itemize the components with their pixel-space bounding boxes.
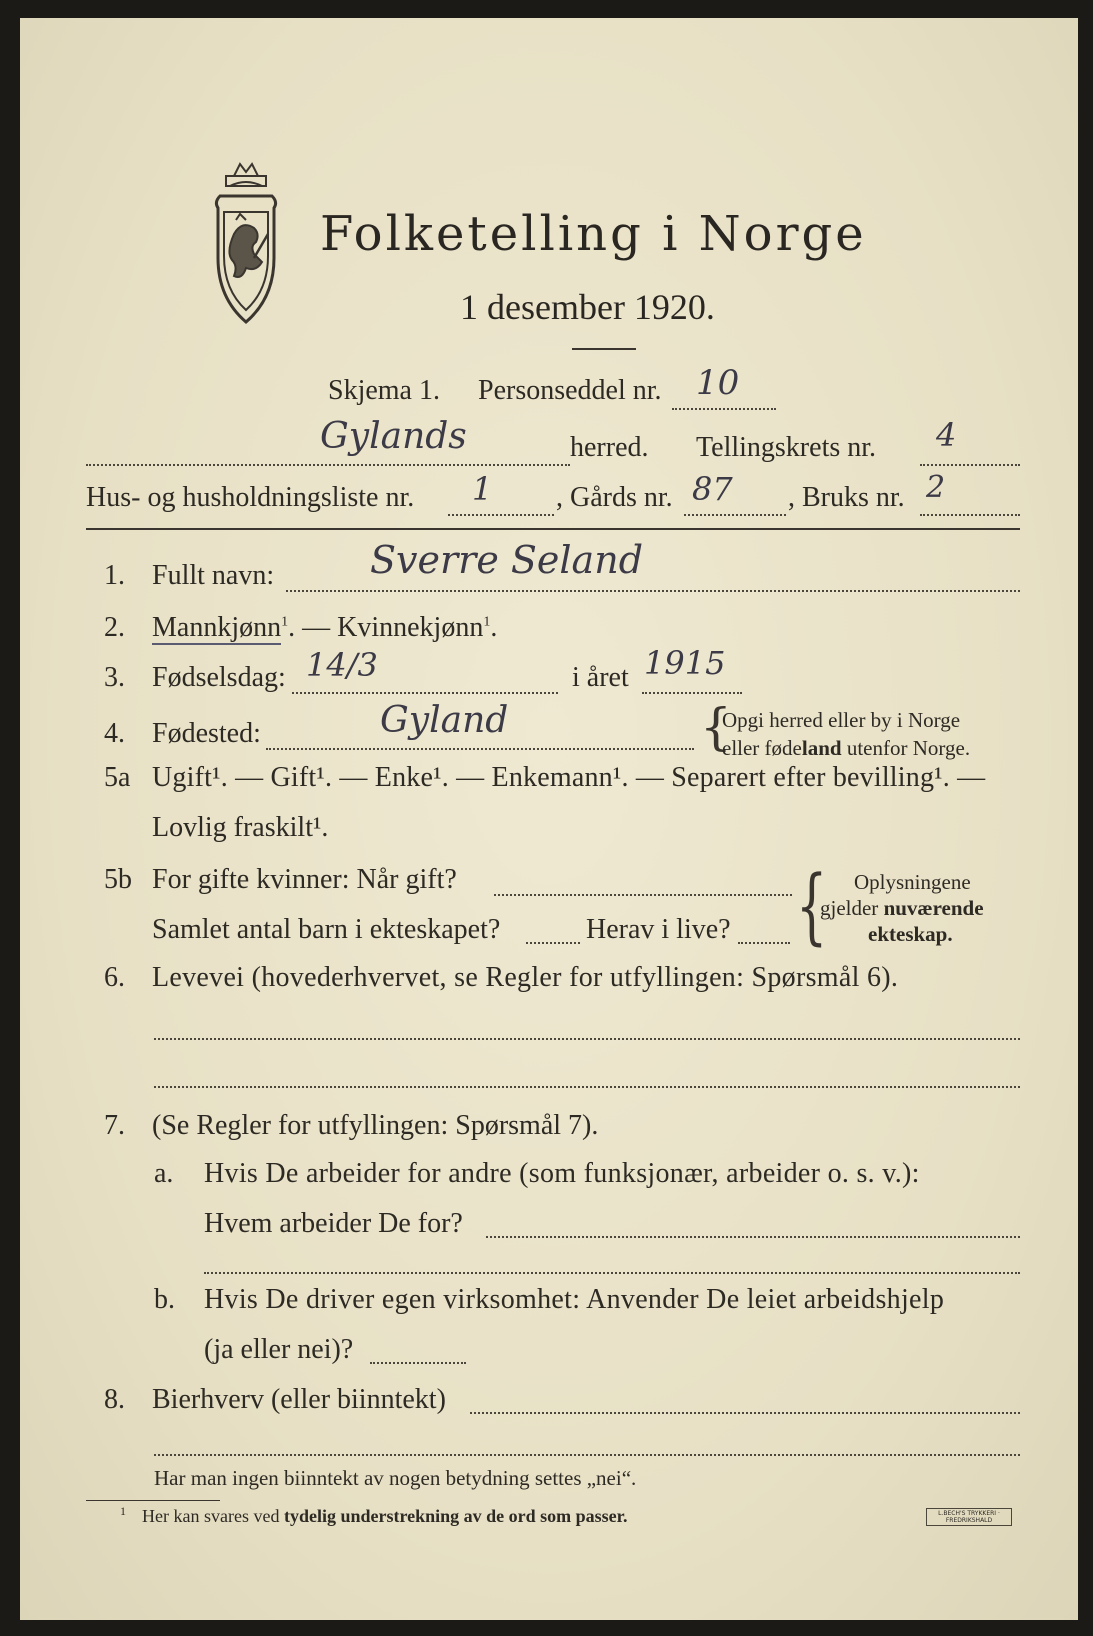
q7b-answer-line[interactable] [370, 1362, 466, 1364]
bruks-value[interactable]: 2 [926, 470, 946, 505]
census-form-page [20, 18, 1078, 1620]
bruks-label: , Bruks nr. [788, 482, 905, 513]
q7a-line1: Hvis De arbeider for andre (som funksjonær, arbeider o. s. v.): [204, 1158, 920, 1189]
footnote-rule [86, 1500, 220, 1501]
q5b-married-when-line[interactable] [494, 894, 792, 896]
footer-note: Har man ingen biinntekt av nogen betydning settes „nei“. [154, 1466, 637, 1490]
q7-label: (Se Regler for utfyllingen: Spørsmål 7). [152, 1110, 599, 1141]
q3-line [292, 692, 558, 694]
q7a-number: a. [154, 1158, 174, 1189]
q5b-alive-label: Herav i live? [586, 914, 731, 945]
q5a-number: 5a [104, 762, 131, 793]
q5b-alive-line[interactable] [738, 942, 790, 944]
q3-year-value[interactable]: 1915 [644, 644, 726, 682]
herred-label: herred. [570, 432, 649, 463]
q4-brace: { [700, 698, 732, 756]
q8-label: Bierhverv (eller biinntekt) [152, 1384, 446, 1415]
herred-line [86, 464, 570, 466]
q7a-employer-line[interactable] [486, 1236, 1020, 1238]
q4-note-line1: Opgi herred eller by i Norge [722, 708, 961, 732]
gards-label: , Gårds nr. [556, 482, 673, 513]
q5b-note-line1: Oplysningene [854, 870, 971, 894]
q3-number: 3. [104, 662, 125, 693]
q6-number: 6. [104, 962, 125, 993]
q6-line1[interactable] [154, 1038, 1020, 1040]
header-rule [86, 528, 1020, 530]
q5b-children-label: Samlet antal barn i ekteskapet? [152, 914, 501, 945]
q4-note-line2: eller fødeland utenfor Norge. [722, 736, 971, 760]
tellingskrets-value[interactable]: 4 [936, 416, 957, 454]
q5b-note-line3: ekteskap. [868, 922, 953, 946]
q3-year-label: i året [572, 662, 629, 693]
personseddel-line [672, 408, 776, 410]
q5b-number: 5b [104, 864, 132, 895]
q2-end: . [490, 612, 498, 643]
q2-male-option[interactable]: Mannkjønn [152, 612, 282, 643]
q4-line [266, 748, 694, 750]
q2-footnote-mark: 1 [281, 614, 289, 630]
q1-value[interactable]: Sverre Seland [370, 538, 644, 582]
tellingskrets-line [920, 464, 1020, 466]
q2-footnote-mark-2: 1 [483, 614, 491, 630]
bruks-line [920, 514, 1020, 516]
q1-number: 1. [104, 560, 125, 591]
gards-line [684, 514, 786, 516]
q3-year-line [642, 692, 742, 694]
skjema-label: Skjema 1. [328, 375, 440, 406]
q5b-brace: { [796, 859, 828, 954]
q5b-note-line2: gjelder nuværende [820, 896, 984, 920]
page-title: Folketelling i Norge [320, 206, 867, 262]
q4-label: Fødested: [152, 718, 261, 749]
personseddel-label: Personseddel nr. [478, 375, 662, 406]
tellingskrets-label: Tellingskrets nr. [696, 432, 877, 463]
q7b-number: b. [154, 1284, 175, 1315]
page-subtitle: 1 desember 1920. [460, 287, 715, 327]
q8-line2[interactable] [154, 1454, 1020, 1456]
coat-of-arms-icon [196, 158, 296, 338]
q4-value[interactable]: Gyland [380, 700, 509, 741]
hus-label: Hus- og husholdningsliste nr. [86, 482, 415, 513]
q7b-line1: Hvis De driver egen virksomhet: Anvender De leiet arbeidshjelp [204, 1284, 945, 1315]
personseddel-value[interactable]: 10 [696, 363, 740, 403]
q5b-children-line[interactable] [526, 942, 580, 944]
title-divider [572, 348, 636, 350]
footnote-mark: 1 [120, 1504, 126, 1518]
q6-label: Levevei (hovederhvervet, se Regler for utfyllingen: Spørsmål 6). [152, 962, 899, 993]
q7-number: 7. [104, 1110, 125, 1141]
herred-value[interactable]: Gylands [320, 416, 467, 457]
q6-line2[interactable] [154, 1086, 1020, 1088]
q7a-line2: Hvem arbeider De for? [204, 1208, 463, 1239]
q8-number: 8. [104, 1384, 125, 1415]
q5a-options-line2[interactable]: Lovlig fraskilt¹. [152, 812, 329, 843]
hus-value[interactable]: 1 [472, 470, 493, 508]
q5a-options[interactable]: Ugift¹. — Gift¹. — Enke¹. — Enkemann¹. — Separert efter bevilling¹. — [152, 762, 986, 793]
q3-value[interactable]: 14/3 [306, 646, 378, 684]
q7a-employer-line2[interactable] [204, 1272, 1020, 1274]
gards-value[interactable]: 87 [692, 470, 733, 508]
q2-options [152, 612, 497, 644]
q3-label: Fødselsdag: [152, 662, 286, 693]
q2-female-option[interactable]: . — Kvinnekjønn [288, 612, 484, 643]
q1-label: Fullt navn: [152, 560, 275, 591]
q7b-line2: (ja eller nei)? [204, 1334, 354, 1365]
q8-line1[interactable] [470, 1412, 1020, 1414]
q2-number: 2. [104, 612, 125, 643]
printer-stamp: L.BECH'S TRYKKERI · FREDRIKSHALD [926, 1508, 1012, 1526]
hus-line [448, 514, 554, 516]
q5b-married-when-label: For gifte kvinner: Når gift? [152, 864, 457, 895]
footnote-text: Her kan svares ved tydelig understrekning av de ord som passer. [142, 1506, 628, 1526]
q1-line [286, 590, 1020, 592]
q4-number: 4. [104, 718, 125, 749]
